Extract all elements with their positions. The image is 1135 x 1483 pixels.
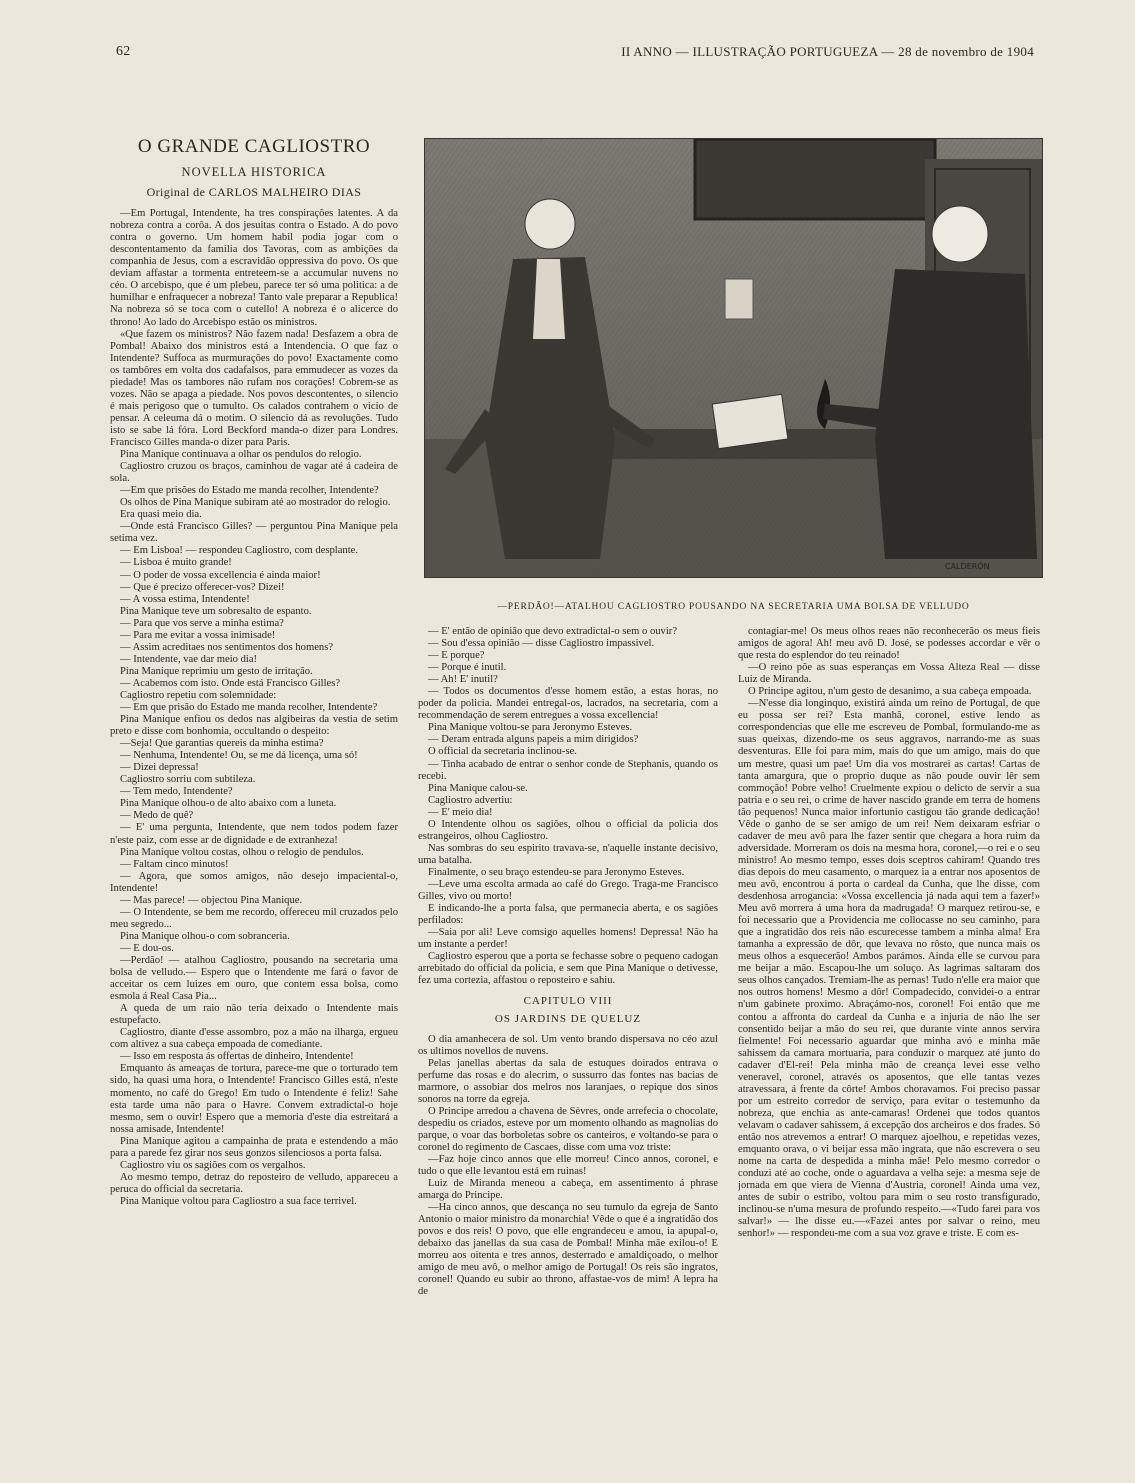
paragraph: —Em Portugal, Intendente, ha tres conspirações latentes. A da nobreza contra a corôa. A dos jesuitas contra o Estado. A do povo contra o governo. Um homem habil podia jogar com o descontentamento da familia dos Tavoras, com as ambições da companhia de Jesus, com a escravidão oppressiva do povo. Os que deviam affastar a tormenta entreteem-se a accumular nuvens no céo. O arcebispo, que é um plebeu, parece ter só uma politica: a de humilhar e enfraquecer a nobreza! Tanto vale preparar a Republica! Na nobreza só se toca com o cutello! A nobreza é o alicerce do throno! Ao lado do Arcebispo estão os ministros.	[110, 208, 398, 328]
paragraph: O Intendente olhou os sagiões, olhou o official da policia dos estrangeiros, olhou Cagliostro.	[418, 818, 718, 842]
paragraph: Pina Manique teve um sobresalto de espanto.	[120, 605, 312, 617]
paragraph: O Principe arredou a chavena de Sèvres, onde arrefecia o chocolate, despediu os criados, esteve por um momento olhando as magnolias do parque, o voar das borboletas sobre os canteiros, e voltando-se para o coronel do regimento de Cascaes, disse com uma voz triste:	[418, 1105, 718, 1153]
illustration	[424, 138, 1043, 578]
paragraph: Cagliostro repetiu com solemnidade:	[120, 689, 277, 701]
paragraph: Cagliostro advertiu:	[428, 794, 513, 806]
paragraph: Cagliostro viu os sagiões com os vergalhos.	[120, 1159, 306, 1171]
paragraph: Cagliostro cruzou os braços, caminhou de vagar até á cadeira de sola.	[110, 461, 398, 485]
paragraph: — Sou d'essa opinião — disse Cagliostro impassivel.	[428, 638, 655, 650]
paragraph: — E dou-os.	[120, 942, 174, 954]
illustration-caption: —PERDÃO!—ATALHOU CAGLIOSTRO POUSANDO NA SECRETARIA UMA BOLSA DE VELLUDO	[497, 602, 970, 612]
paragraph: O official da secretaria inclinou-se.	[428, 746, 577, 758]
paragraph: — Deram entrada alguns papeis a mim dirigidos?	[428, 734, 639, 746]
paragraph: Pina Manique voltou costas, olhou o relogio de pendulos.	[120, 846, 364, 858]
paragraph: Pina Manique olhou-o com sobranceria.	[120, 930, 290, 942]
paragraph: —Faz hoje cinco annos que elle morreu! Cinco annos, coronel, e tudo o que elle levantou está em ruinas!	[418, 1153, 718, 1178]
paragraph: — Medo de quê?	[120, 810, 194, 822]
illustration-signature: CALDERÓN	[945, 562, 990, 571]
paragraph: —O reino põe as suas esperanças em Vossa Alteza Real — disse Luiz de Miranda.	[738, 662, 1040, 686]
paragraph: — O poder de vossa excellencia é ainda maior!	[120, 569, 321, 581]
paragraph: O dia amanhecera de sol. Um vento brando dispersava no céo azul os ultimos novellos de nuvens.	[418, 1033, 718, 1057]
paragraph: — Porque é inutil.	[428, 662, 507, 674]
chapter-title: OS JARDINS DE QUELUZ	[494, 1013, 642, 1026]
running-head: II ANNO — ILLUSTRAÇÃO PORTUGUEZA — 28 de novembro de 1904	[621, 44, 1034, 59]
paragraph: — Para que vos serve a minha estima?	[120, 617, 284, 629]
paragraph: — Dizei depressa!	[120, 762, 199, 774]
paragraph: Cagliostro sorriu com subtileza.	[120, 774, 256, 786]
column-1-body	[110, 208, 398, 1208]
paragraph: Pina Manique voltou para Cagliostro a sua face terrivel.	[120, 1195, 357, 1207]
paragraph: — Ah! E' inutil?	[428, 674, 498, 686]
column-2-body-a	[418, 626, 718, 987]
paragraph: — Agora, que somos amigos, não desejo impaciental-o, Intendente!	[110, 870, 398, 894]
paragraph: Pina Manique calou-se.	[428, 782, 528, 794]
chapter-label: CAPITULO VIII	[523, 995, 613, 1008]
paragraph: —Leve uma escolta armada ao café do Grego. Traga-me Francisco Gilles, vivo ou morto!	[418, 878, 718, 903]
paragraph: Luiz de Miranda meneou a cabeça, em assentimento á phrase amarga do Principe.	[418, 1178, 718, 1202]
paragraph: E indicando-lhe a porta falsa, que permanecia aberta, e os sagiões perfilados:	[418, 903, 718, 927]
paragraph: — E' uma pergunta, Intendente, que nem todos podem fazer n'este paiz, com esse ar de dignidade e de extranheza!	[110, 822, 398, 846]
paragraph: — Faltam cinco minutos!	[120, 858, 229, 870]
paragraph: A queda de um raio não teria deixado o Intendente mais estupefacto.	[110, 1003, 398, 1027]
column-3-body	[738, 626, 1040, 1240]
paragraph: Pelas janellas abertas da sala de estuques doirados entrava o perfume das rosas e do alecrim, o sussurro das fontes nas bacias de marmore, o assobiar dos melros nos laranjaes, o repique dos sinos sonoros na torre da egreja.	[418, 1057, 718, 1105]
column-1	[110, 136, 398, 1436]
paragraph: — Em que prisão do Estado me manda recolher, Intendente?	[120, 702, 378, 714]
paragraph: — E porque?	[428, 650, 485, 662]
paragraph: — E' então de opinião que devo extradictal-o sem o ouvir?	[428, 626, 678, 637]
paragraph: — Todos os documentos d'esse homem estão, a estas horas, no poder da policia. Mandei entregal-os, lacrados, na secretaria, com a recommendação de serem entregues a vossa excellencia!	[418, 686, 718, 722]
paragraph: — Para me evitar a vossa inimisade!	[120, 629, 276, 641]
article-title: O GRANDE CAGLIOSTRO	[137, 136, 371, 157]
paragraph: — Tinha acabado de entrar o senhor conde de Stephanis, quando os recebi.	[418, 758, 718, 782]
illustration-drawing	[425, 139, 1042, 577]
paragraph: — A vossa estima, Intendente!	[120, 593, 250, 605]
paragraph: — Tem medo, Intendente?	[120, 786, 233, 798]
paragraph: — Mas parece! — objectou Pina Manique.	[120, 894, 303, 906]
paragraph: «Que fazem os ministros? Não fazem nada! Desfazem a obra de Pombal! Abaixo dos ministros está a Intendencia. O que faz o Intendente? Suffoca as murmurações do povo! Exactamente como os tambôres em volta dos cadafalsos, para emmudecer as vozes da piedade! Mas os tambores não rufam nos corações! Cobrem-se as vozes. Não se apaga a piedade. Nos povos descontentes, o silencio é mais perigoso que o tumulto. Os calados contrahem o vicio de pensar. A celeuma dá o motim. O silencio dá as revoluções. Tudo isto se sabe lá fóra. Lord Beckford manda-o dizer para Londres. Francisco Gilles manda-o dizer para Paris.	[110, 328, 398, 448]
paragraph: Cagliostro, diante d'esse assombro, poz a mão na ilharga, ergueu com altivez a sua cabeça empoada de comediante.	[110, 1027, 398, 1051]
column-2-body-b	[418, 1034, 718, 1299]
paragraph: —Onde está Francisco Gilles? — perguntou Pina Manique pela setima vez.	[110, 521, 398, 545]
paragraph: contagiar-me! Os meus olhos reaes não reconhecerão os meus fieis amigos de agora! Ah! meu avô D. José, se podesses accordar e vêr o que resta do esplendor do teu reinado!	[738, 626, 1040, 662]
article-subtitle: NOVELLA HISTORICA	[181, 165, 327, 179]
paragraph: — E' meio dia!	[428, 806, 493, 818]
paragraph: —Perdão! — atalhou Cagliostro, pousando na secretaria uma bolsa de velludo.— Espero que o Intendente me fará o favor de acceitar os cem luizes em ouro, que contem essa bolsa, como esmola á Real Casa Pia...	[110, 955, 398, 1003]
paragraph: Pina Manique olhou-o de alto abaixo com a luneta.	[120, 798, 337, 810]
paragraph: —Seja! Que garantias quereis da minha estima?	[120, 738, 324, 750]
paragraph: — Que é precizo offerecer-vos? Dizei!	[120, 581, 285, 593]
paragraph: O Principe agitou, n'um gesto de desanimo, a sua cabeça empoada.	[748, 686, 1032, 698]
paragraph: Cagliostro esperou que a porta se fechasse sobre o pequeno cadogan arrebitado do official da policia, e sem que Pina Manique o detivesse, fez uma cortezia, affastou o reposteiro e sahiu.	[418, 951, 718, 987]
paragraph: Pina Manique enfiou os dedos nas algibeiras da vestia de setim preto e disse com bonhomia, occultando o despeito:	[110, 714, 398, 738]
paragraph: — Isso em resposta ás offertas de dinheiro, Intendente!	[120, 1051, 354, 1063]
paragraph: Nas sombras do seu espirito travava-se, n'aquelle instante decisivo, uma batalha.	[418, 842, 718, 866]
paragraph: — Nenhuma, Intendente! Ou, se me dá licença, uma só!	[120, 750, 358, 762]
paragraph: — Intendente, vae dar meio dia!	[120, 653, 258, 665]
paragraph: — Lisboa é muito grande!	[120, 557, 232, 569]
paragraph: — Acabemos com isto. Onde está Francisco Gilles?	[120, 677, 341, 689]
paragraph: Finalmente, o seu braço estendeu-se para Jeronymo Esteves.	[428, 866, 685, 878]
paragraph: — Em Lisboa! — respondeu Cagliostro, com desplante.	[120, 545, 359, 557]
paragraph: Pina Manique continuava a olhar os pendulos do relogio.	[120, 449, 362, 461]
paragraph: — O Intendente, se bem me recordo, offereceu mil cruzados pelo meu segredo...	[110, 906, 398, 930]
paragraph: Pina Manique agitou a campainha de prata e estendendo a mão para a parede fez girar nos seus gonzos silenciosos a porta falsa.	[110, 1135, 398, 1159]
column-2	[418, 626, 718, 1436]
paragraph: Emquanto ás ameaças de tortura, parece-me que o torturado tem sido, ha quasi uma hora, o Intendente! Francisco Gilles está, n'este momento, no café do Grego! Em tudo o Intendente é feliz! Sahe esta tarde uma não para o Havre. Convem extradictal-o hoje mesmo, sem o ouvir! Espero que a memoria d'este dia estreitará a nossa amisade, Intendente!	[110, 1063, 398, 1135]
paragraph: Os olhos de Pina Manique subiram até ao mostrador do relogio.	[120, 497, 391, 509]
paragraph: —N'esse dia longinquo, existirá ainda um reino de Portugal, de que eu possa ser rei? Esta manhã, coronel, estive lendo as correspondencias que elle me escreveu de Pombal, formulando-me as suas queixas, dizendo-me os seus aggravos, narrando-me as suas desventuras. Elle foi para mim, mais do que um amigo, mais do que um mestre, quasi um pae! Um dia vos mostrarei as cartas! Cartas de tanta amargura, que o proprio duque as não poude ouvir lêr sem commoção! Pobre velho! Cruelmente expiou o delicto de servir a sua patria e o seu rei, o crime de haver nascido grande em terra de homens tão pequenos! Nunca maior infortunio castigou tão grande dedicação! Vêde o ganho de se ser amigo de um rei! Nem deixaram esfriar o cadaver de meu avô para lhe fazer sentir que chegara a hora ruim da adversidade. Morreram os dois na mesma hora, coronel,—o rei e o seu ministro! Ao mesmo tempo, esses dois sceptros cahiram! Quando tres dias depois do meu casamento, o marquez ia a entrar nos aposentos de meu avô, encontrou á porta o cardeal da Cunha, que lhe disse, com desdenhosa arrogancia: «Vossa excellencia já nada aqui tem a fazer!» Meu avô morrera á uma hora da madrugada! O marquez retirou-se, e foi necessario que a Providencia me collocasse no seu caminho, para que a ingratidão dos reis não escurecesse tambem a minha alma! Era tamanha a expressão de dôr, que levava no rôsto, que nunca mais os meus olhos a esquecerão! Ambos parámos. Ainda elle se curvou para me beijar a mão. Escapou-lhe um soluço. As lagrimas saltaram dos seus olhos cançados. Tremiam-lhe as pernas! Tudo n'elle era maior que nos outros homens! Mesmo a dôr! Compadecido, convidei-o a entrar n'um gabinete proximo. Abraçámo-nos, coronel! Foi então que me contou a affronta do cardeal da Cunha e a injuria de não lhe ser consentido beijar a mão do seu rei, que durante vinte annos servira fielmente! Foi necessario aguardar que minha avó e minha mãe sahissem da camara mortuaria, para conduzir o marquez até junto do cadaver d'El-rei! Pela minha mão de creança levei esse velho veneravel, coronel, através os aposentos, que elle tantas vezes atravessara, á frente da côrte! Ambos choravamos. Foi preciso passar por um estreito corredor de serviço, para evitar o testemunho da nobreza, que enchia as ante-camaras! Ordenei que todos quantos velavam o cadaver sahissem, á excepção dos archeiros e dos frades. Só então nos atrevemos a entrar! O marquez ajoelhou, e repetidas vezes, emquanto orava, o vi beijar essa mão ingrata, que não escrevera o seu nome na carta de despedida a minha mãe! Pelo mesmo corredor o conduzi até ao coche, onde o aguardava a velha seje: a mesma seje de jornada em que viera de Vienna d'Austria, coronel! Ainda uma vez, antes de subir o estribo, voltou para mim o seu rosto transfigurado, inclinou-se n'uma mesura de profundo respeito.—«Tudo farei para vos salvar!» — lhe disse eu.—«Fazei antes por salvar o reino, meu senhor!» — respondeu-me com a sua voz grave e triste. E com es-	[738, 698, 1040, 1240]
paragraph: —Em que prisões do Estado me manda recolher, Intendente?	[120, 485, 379, 497]
page-number: 62	[116, 44, 131, 59]
page-header	[110, 44, 1034, 66]
column-3	[738, 626, 1040, 1436]
paragraph: — Assim acreditaes nos sentimentos dos homens?	[120, 641, 334, 653]
article-author: Original de CARLOS MALHEIRO DIAS	[146, 185, 362, 200]
paragraph: Pina Manique voltou-se para Jeronymo Esteves.	[428, 722, 633, 734]
paragraph: Ao mesmo tempo, detraz do reposteiro de velludo, appareceu a peruca do official da secretaria.	[110, 1171, 398, 1195]
paragraph: Pina Manique reprimiu um gesto de irritação.	[120, 665, 313, 677]
paragraph: Era quasi meio dia.	[120, 509, 202, 521]
paragraph: —Ha cinco annos, que descança no seu tumulo da egreja de Santo Antonio o maior ministro da monarchia! Vêde o que é a ingratidão dos povos e dos reis! O povo, que elle engrandeceu e amou, ia apupal-o, debaixo das janellas da sua casa de Pombal! Minha mãe exilou-o! E morreu aos oitenta e tres annos, desterrado e amaldiçoado, o melhor amigo de meu avô, o melhor amigo de Portugal! Os reis são ingratos, coronel! Quando eu subir ao throno, affastae-vos de mim! A lepra ha de	[418, 1202, 718, 1298]
paragraph: —Saia por ali! Leve comsigo aquelles homens! Depressa! Não ha um instante a perder!	[418, 927, 718, 951]
